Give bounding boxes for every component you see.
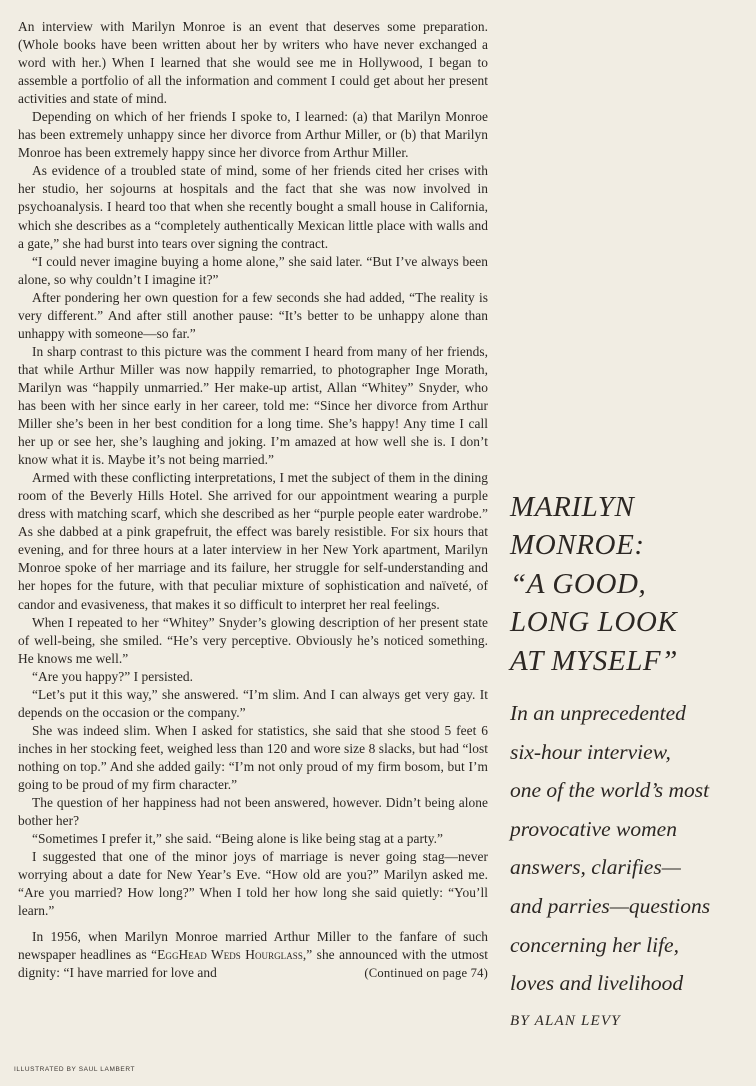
paragraph-10: “Let’s put it this way,” she answered. “I’m slim. And I can always get very gay. It depends on the occasion or the company.” <box>18 686 488 720</box>
title-line: MARILYN <box>510 491 635 523</box>
paragraph-1: An interview with Marilyn Monroe is an event that deserves some preparation. (Whole books have been written about her by writers who have never exchanged a word with her.) When I learned that she would see me in Hollywood, I began to assemble a portfolio of all the information and comment I could get about her present activities and state of mind. <box>18 19 488 107</box>
paragraph-6: In sharp contrast to this picture was the comment I heard from many of her friends, that while Arthur Miller was now happily remarried, to photographer Inge Morath, Marilyn was “happily unmarried.” Her make-up artist, Allan “Whitey” Snyder, who has been with her since early in her career, told me: “Since her divorce from Arthur Miller she’s been in her best condition for a long time. She’s happy! Any time I call her up or see her, she’s laughing and joking. I’m amazed at how well she is. I don’t know what it is. Maybe it’s not being married.” <box>18 343 488 468</box>
deck-line: concerning her life, <box>510 932 679 957</box>
deck-line: and parries—questions <box>510 894 711 918</box>
last-paragraph-tail: she announced with the utmost dignity: “I have married for love and <box>18 947 488 981</box>
paragraph-7: Armed with these conflicting interpretations, I met the subject of them in the dining room of the Beverly Hills Hotel. She arrived for our appointment wearing a purple dress with matching scarf, which she described as her “purple people eater wardrobe.” As she dabbed at a pink grapefruit, the effect was barely resistible. For six hours that evening, and for three hours at a later interview in her New York apartment, Marilyn Monroe spoke of her marriage and its failure, her struggle for self-understanding and her hopes for the future, with that peculiar mixture of sophistication and naïveté, of candor and evasiveness, that makes it so difficult to interpret her real feelings. <box>18 470 488 612</box>
paragraph-13: “Sometimes I prefer it,” she said. “Being alone is like being stag at a party.” <box>32 831 443 847</box>
title-line: LONG LOOK <box>510 606 678 639</box>
paragraph-2: Depending on which of her friends I spoke to, I learned: (a) that Marilyn Monroe has been extremely unhappy since her divorce from Arthur Miller, or (b) that Marilyn Monroe has been extremely happy since her divorce from Arthur Miller. <box>18 109 488 161</box>
continued-note[interactable]: (Continued on page 74) <box>364 966 488 981</box>
paragraph-14: I suggested that one of the minor joys of marriage is never going stag—never worrying about a date for New Year’s Eve. “How old are you?” Marilyn asked me. “Are you married? How long?” When I told her how long she said quietly: “You’ll learn.” <box>18 849 488 919</box>
title-line: AT MYSELF” <box>510 644 678 677</box>
article-deck <box>510 694 750 1003</box>
article-title <box>510 488 750 680</box>
deck-line: loves and livelihood <box>510 971 684 996</box>
headline-quote: “EggHead Weds Hourglass,” <box>151 947 313 963</box>
paragraph-11: She was indeed slim. When I asked for statistics, she said that she stood 5 feet 6 inches in her stocking feet, weighed less than 120 and wore size 8 slacks, but had “lost nothing on top.” And she added gaily: “I’m not only proud of my firm bosom, but I’m going to be proud of my firm character.” <box>18 722 488 792</box>
title-line: MONROE: <box>510 529 645 562</box>
last-paragraph-lead: In 1956, when Marilyn Monroe married Arthur Miller to the fanfare of such newspaper headlines as <box>18 929 488 963</box>
byline: BY ALAN LEVY <box>510 1012 621 1029</box>
deck-line: six-hour interview, <box>510 739 671 764</box>
deck-line: answers, clarifies— <box>510 855 681 880</box>
paragraph-8: When I repeated to her “Whitey” Snyder’s glowing description of her present state of well-being, she smiled. “He’s very perceptive. Obviously he’s noticed something. He knows me well.” <box>18 614 488 666</box>
deck-line: provocative women <box>510 816 677 841</box>
paragraph-4: “I could never imagine buying a home alone,” she said later. “But I’ve always been alone, so why couldn’t I imagine it?” <box>18 253 488 287</box>
paragraph-3: As evidence of a troubled state of mind, some of her friends cited her crises with her studio, her sojourns at hospitals and the fact that she was now involved in psychoanalysis. I heard too that when she recently bought a small house in California, which she describes as a “completely authentically Mexican little place with walls and a gate,” she had burst into tears over signing the contract. <box>18 163 488 251</box>
illustration-credit: ILLUSTRATED BY SAUL LAMBERT <box>14 1066 136 1073</box>
title-line: “A GOOD, <box>510 567 647 600</box>
deck-line: In an unprecedented <box>510 701 686 726</box>
article-body <box>18 18 488 982</box>
deck-line: one of the world’s most <box>510 778 710 803</box>
title-block <box>510 488 750 1030</box>
paragraph-5: After pondering her own question for a few seconds she had added, “The reality is very different.” And after still another pause: “It’s better to be unhappy alone than unhappy with someone—so far.” <box>18 289 488 341</box>
paragraph-12: The question of her happiness had not been answered, however. Didn’t being alone bother her? <box>18 795 488 829</box>
paragraph-9: “Are you happy?” I persisted. <box>32 668 193 684</box>
paragraph-last <box>18 928 488 982</box>
